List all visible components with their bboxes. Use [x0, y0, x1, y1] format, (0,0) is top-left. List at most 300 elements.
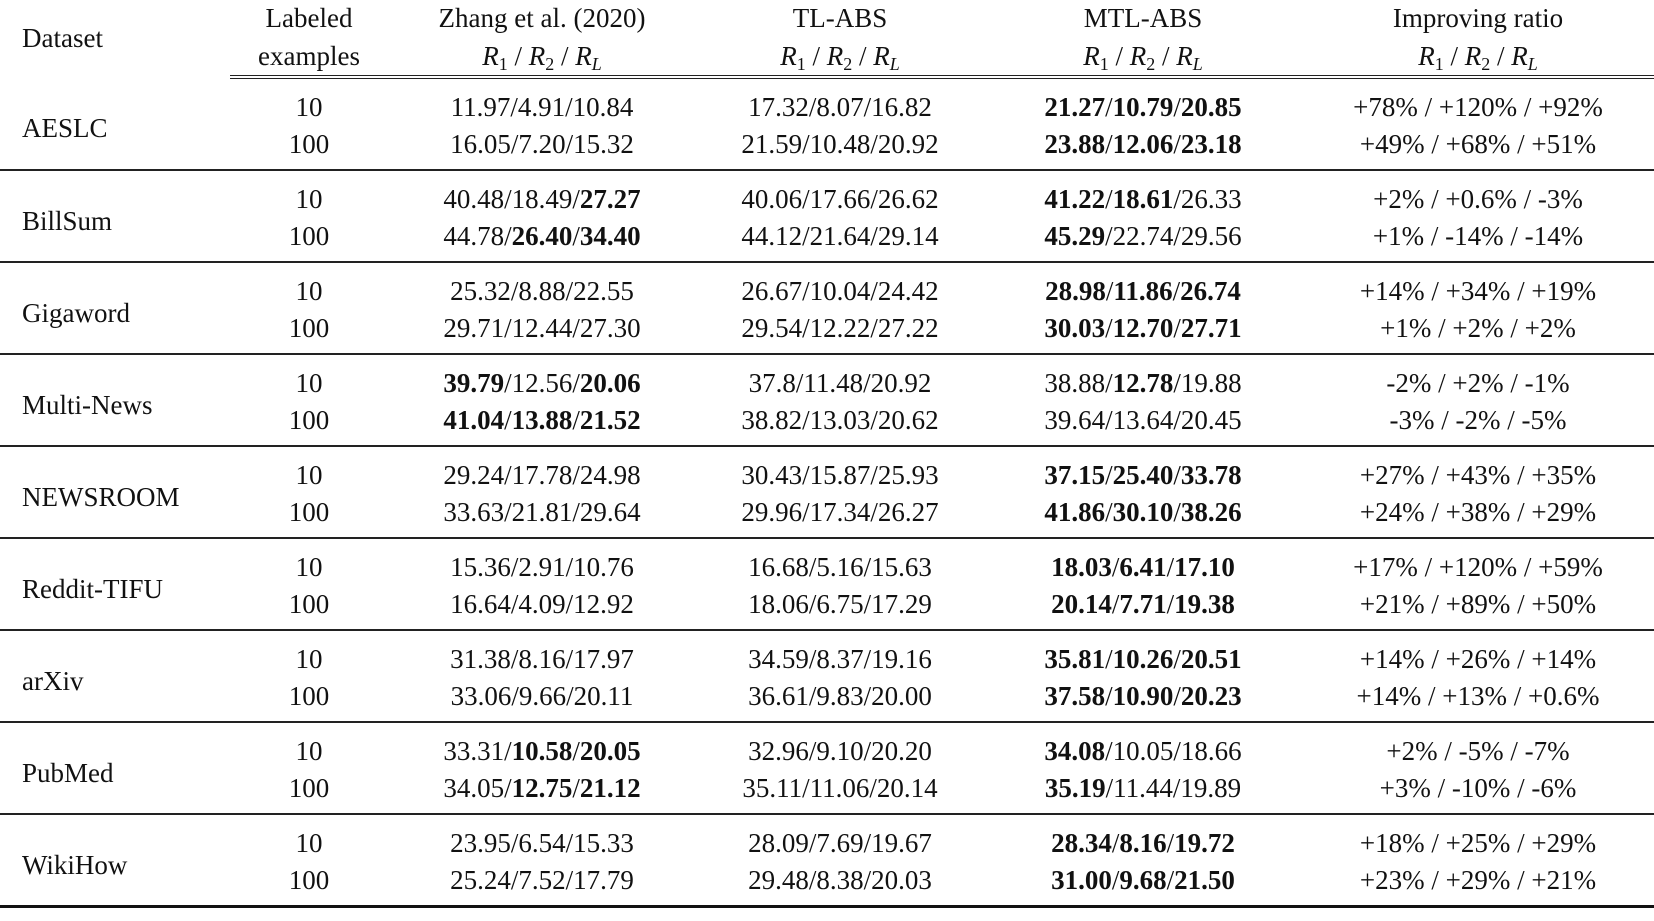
score-separator: / [1105, 773, 1114, 803]
table-row [0, 402, 1654, 446]
score-value: 15.36 [450, 552, 511, 582]
score-separator: / [863, 552, 872, 582]
score-separator: / [802, 184, 810, 214]
labeled-examples: 10 [295, 552, 323, 582]
score-separator: / [565, 129, 574, 159]
labeled-examples: 100 [288, 497, 330, 527]
table-row [0, 218, 1654, 262]
score-separator: / [1105, 405, 1113, 435]
score-value: 7.20 [518, 129, 566, 159]
score-value-bold: 23.18 [1180, 129, 1242, 159]
score-value-bold: 20.85 [1180, 92, 1242, 122]
improving-ratio: +23% / +29% / +21% [1359, 865, 1597, 895]
score-value: 25.93 [877, 460, 939, 490]
metric-r: $R_L$ [873, 40, 900, 74]
score-separator: / [1172, 773, 1181, 803]
metric-label [780, 40, 900, 74]
metric-r: $R_2$ [1129, 40, 1156, 74]
score-value: 19.88 [1180, 368, 1242, 398]
score-value-bold: 37.15 [1044, 460, 1106, 490]
dataset-group [0, 446, 1654, 538]
header-tl-abs: TL-ABS [792, 3, 888, 33]
score-value: 6.54 [518, 828, 566, 858]
score-tl-abs [696, 170, 984, 218]
score-separator: / [504, 405, 512, 435]
score-mtl-abs [984, 126, 1302, 170]
score-value: 6.75 [816, 589, 864, 619]
labeled-examples: 100 [288, 221, 330, 251]
improving-ratio: +14% / +26% / +14% [1359, 644, 1597, 674]
score-value: 29.64 [579, 497, 641, 527]
score-zhang [388, 770, 696, 814]
table-row [0, 538, 1654, 586]
score-separator: / [1172, 276, 1181, 306]
dataset-name: Multi-News [22, 389, 153, 420]
score-separator: / [1105, 276, 1114, 306]
score-value: 29.48 [748, 865, 809, 895]
score-value: 8.07 [816, 92, 864, 122]
metric-separator: / [1443, 40, 1465, 71]
score-value: 17.66 [809, 184, 871, 214]
improving-ratio: +21% / +89% / +50% [1359, 589, 1597, 619]
metric-r: $R_L$ [1176, 40, 1203, 74]
score-value-bold: 10.79 [1112, 92, 1174, 122]
score-separator: / [869, 773, 877, 803]
score-separator: / [504, 368, 512, 398]
improving-ratio: -3% / -2% / -5% [1389, 405, 1567, 435]
score-value-bold: 21.12 [579, 773, 641, 803]
score-tl-abs [696, 538, 984, 586]
score-value: 10.84 [572, 92, 634, 122]
score-zhang [388, 862, 696, 907]
score-separator: / [1105, 313, 1113, 343]
score-value: 21.64 [809, 221, 871, 251]
dataset-name: Gigaword [22, 297, 130, 328]
score-value: 17.78 [511, 460, 573, 490]
table-row [0, 446, 1654, 494]
improving-ratio: +27% / +43% / +35% [1359, 460, 1597, 490]
score-separator: / [565, 552, 574, 582]
score-value-bold: 6.41 [1119, 552, 1167, 582]
score-separator: / [1173, 313, 1181, 343]
labeled-examples: 100 [288, 589, 330, 619]
score-separator: / [572, 221, 580, 251]
score-separator: / [863, 681, 872, 711]
labeled-examples: 100 [288, 405, 330, 435]
header-labeled-line2: examples [230, 37, 388, 77]
metric-r: $R_2$ [826, 40, 853, 74]
table-row [0, 862, 1654, 907]
dataset-group [0, 77, 1654, 170]
score-value-bold: 41.04 [443, 405, 505, 435]
table-row [0, 722, 1654, 770]
score-value: 27.22 [877, 313, 939, 343]
score-value: 4.09 [518, 589, 566, 619]
score-separator: / [1105, 497, 1113, 527]
score-value-bold: 9.68 [1119, 865, 1167, 895]
score-value-bold: 21.27 [1044, 92, 1106, 122]
score-tl-abs [696, 310, 984, 354]
improving-ratio: +2% / -5% / -7% [1386, 736, 1570, 766]
score-value: 35.11 [742, 773, 803, 803]
score-zhang [388, 814, 696, 862]
score-value: 28.09 [748, 828, 809, 858]
score-separator: / [808, 828, 817, 858]
score-separator: / [572, 368, 580, 398]
score-value: 16.64 [450, 589, 511, 619]
improving-ratio: +18% / +25% / +29% [1359, 828, 1597, 858]
score-value: 29.56 [1180, 221, 1242, 251]
score-value: 16.68 [748, 552, 809, 582]
score-tl-abs [696, 402, 984, 446]
score-separator: / [863, 736, 872, 766]
score-value-bold: 34.08 [1044, 736, 1106, 766]
metric-separator: / [852, 40, 874, 71]
score-value: 2.91 [518, 552, 566, 582]
score-value: 22.55 [573, 276, 634, 306]
score-separator: / [504, 221, 512, 251]
score-separator: / [572, 497, 580, 527]
score-tl-abs [696, 862, 984, 907]
score-separator: / [802, 129, 810, 159]
score-value: 9.66 [518, 681, 567, 711]
score-value-bold: 7.71 [1119, 589, 1167, 619]
score-value: 9.83 [816, 681, 864, 711]
table-row [0, 494, 1654, 538]
score-value: 8.88 [518, 276, 566, 306]
score-mtl-abs [984, 310, 1302, 354]
header-metric-improving [1302, 37, 1654, 77]
score-zhang [388, 630, 696, 678]
score-mtl-abs [984, 770, 1302, 814]
score-value-bold: 41.22 [1044, 184, 1106, 214]
score-value: 18.06 [748, 589, 809, 619]
score-value-bold: 26.74 [1180, 276, 1241, 306]
score-value-bold: 17.10 [1174, 552, 1235, 582]
dataset-group [0, 262, 1654, 354]
score-tl-abs [696, 262, 984, 310]
score-value-bold: 31.00 [1051, 865, 1112, 895]
score-value: 26.67 [741, 276, 803, 306]
score-zhang [388, 354, 696, 402]
score-separator: / [572, 313, 580, 343]
metric-r: $R_L$ [575, 40, 602, 74]
score-separator: / [808, 552, 817, 582]
labeled-examples: 100 [288, 129, 330, 159]
score-value: 36.61 [748, 681, 809, 711]
score-separator: / [565, 92, 573, 122]
metric-r: $R_2$ [1464, 40, 1491, 74]
dataset-group [0, 170, 1654, 262]
table-row [0, 354, 1654, 402]
score-separator: / [510, 828, 519, 858]
score-mtl-abs [984, 862, 1302, 907]
score-tl-abs [696, 630, 984, 678]
score-separator: / [504, 460, 512, 490]
score-separator: / [1105, 460, 1113, 490]
score-value: 21.59 [741, 129, 803, 159]
score-value: 15.87 [809, 460, 871, 490]
score-mtl-abs [984, 354, 1302, 402]
score-zhang [388, 126, 696, 170]
improving-ratio: +78% / +120% / +92% [1353, 92, 1603, 122]
score-separator: / [802, 313, 810, 343]
score-value: 22.74 [1112, 221, 1174, 251]
score-value-bold: 10.90 [1112, 681, 1174, 711]
table-header [0, 0, 1654, 77]
dataset-name: arXiv [22, 665, 84, 696]
score-value: 19.67 [871, 828, 932, 858]
score-value: 17.79 [573, 865, 634, 895]
score-value-bold: 45.29 [1044, 221, 1106, 251]
dataset-group [0, 538, 1654, 630]
labeled-examples: 100 [288, 681, 330, 711]
score-value: 10.48 [809, 129, 871, 159]
header-mtl-abs: MTL-ABS [1083, 3, 1203, 33]
score-value: 30.43 [741, 460, 803, 490]
score-zhang [388, 446, 696, 494]
score-mtl-abs [984, 538, 1302, 586]
score-value: 20.03 [871, 865, 932, 895]
score-value: 4.91 [517, 92, 566, 122]
dataset-name: AESLC [22, 112, 108, 143]
score-value: 34.59 [748, 644, 809, 674]
dataset-group [0, 814, 1654, 907]
score-value-bold: 19.72 [1174, 828, 1235, 858]
score-value: 20.14 [876, 773, 938, 803]
score-value-bold: 12.06 [1112, 129, 1174, 159]
score-value-bold: 8.16 [1119, 828, 1167, 858]
score-value: 32.96 [748, 736, 809, 766]
score-value: 18.49 [511, 184, 573, 214]
score-separator: / [870, 184, 878, 214]
score-separator: / [572, 460, 580, 490]
score-mtl-abs [984, 722, 1302, 770]
score-separator: / [510, 129, 519, 159]
score-value-bold: 41.86 [1044, 497, 1106, 527]
score-value: 33.31 [443, 736, 505, 766]
improving-ratio: +14% / +13% / +0.6% [1356, 681, 1600, 711]
score-separator: / [566, 681, 574, 711]
score-zhang [388, 494, 696, 538]
table-row [0, 170, 1654, 218]
improving-ratio: +1% / -14% / -14% [1372, 221, 1584, 251]
header-labeled-line1: Labeled [265, 3, 353, 33]
score-separator: / [504, 184, 512, 214]
score-separator: / [808, 736, 817, 766]
score-separator: / [863, 589, 872, 619]
improving-ratio: +3% / -10% / -6% [1379, 773, 1577, 803]
labeled-examples: 10 [295, 92, 323, 122]
dataset-group [0, 722, 1654, 814]
score-value: 8.37 [816, 644, 864, 674]
score-mtl-abs [984, 586, 1302, 630]
score-separator: / [1111, 552, 1120, 582]
improving-ratio: +1% / +2% / +2% [1380, 313, 1576, 343]
score-value: 23.95 [450, 828, 511, 858]
improving-ratio: -2% / +2% / -1% [1386, 368, 1570, 398]
labeled-examples: 10 [295, 184, 323, 214]
table-row [0, 678, 1654, 722]
score-mtl-abs [984, 814, 1302, 862]
score-value-bold: 35.19 [1044, 773, 1106, 803]
score-separator: / [510, 865, 519, 895]
score-value: 12.22 [809, 313, 871, 343]
header-metric-mtl-abs [984, 37, 1302, 77]
score-tl-abs [696, 354, 984, 402]
score-value: 8.16 [518, 644, 566, 674]
table-row [0, 630, 1654, 678]
score-value: 15.32 [573, 129, 634, 159]
score-value: 29.24 [443, 460, 505, 490]
score-value-bold: 18.61 [1112, 184, 1174, 214]
score-value: 37.8 [748, 368, 796, 398]
score-separator: / [1173, 368, 1181, 398]
header-improving-ratio: Improving ratio [1392, 3, 1564, 33]
score-value-bold: 20.06 [579, 368, 641, 398]
score-separator: / [808, 681, 817, 711]
score-zhang [388, 77, 696, 126]
score-separator: / [1173, 681, 1181, 711]
score-value: 19.89 [1180, 773, 1242, 803]
table-row [0, 310, 1654, 354]
score-value: 20.00 [871, 681, 932, 711]
score-value-bold: 20.05 [579, 736, 641, 766]
score-value-bold: 12.78 [1112, 368, 1174, 398]
table-row [0, 586, 1654, 630]
score-value-bold: 35.81 [1044, 644, 1106, 674]
score-separator: / [802, 497, 810, 527]
score-separator: / [870, 129, 878, 159]
score-separator: / [565, 828, 574, 858]
score-mtl-abs [984, 678, 1302, 722]
score-separator: / [870, 405, 878, 435]
score-separator: / [870, 276, 878, 306]
score-mtl-abs [984, 262, 1302, 310]
score-value: 10.05 [1112, 736, 1174, 766]
table-row [0, 262, 1654, 310]
dataset-name: BillSum [22, 205, 113, 236]
score-separator: / [802, 460, 810, 490]
score-separator: / [1173, 644, 1181, 674]
score-separator: / [1173, 184, 1181, 214]
header-metric-zhang [388, 37, 696, 77]
score-separator: / [1173, 736, 1181, 766]
score-separator: / [1166, 552, 1175, 582]
score-mtl-abs [984, 630, 1302, 678]
score-value-bold: 33.78 [1180, 460, 1242, 490]
score-value: 26.27 [877, 497, 939, 527]
score-mtl-abs [984, 170, 1302, 218]
score-value-bold: 20.14 [1051, 589, 1112, 619]
score-value: 17.29 [871, 589, 932, 619]
score-value-bold: 26.40 [511, 221, 573, 251]
score-separator: / [795, 368, 804, 398]
score-separator: / [510, 92, 518, 122]
score-value: 26.33 [1180, 184, 1242, 214]
labeled-examples: 100 [288, 773, 330, 803]
score-separator: / [565, 276, 574, 306]
score-value: 20.11 [573, 681, 634, 711]
metric-separator: / [805, 40, 827, 71]
score-separator: / [565, 644, 574, 674]
score-separator: / [1173, 497, 1181, 527]
score-separator: / [802, 773, 810, 803]
score-tl-abs [696, 126, 984, 170]
score-value: 17.97 [573, 644, 634, 674]
score-separator: / [808, 644, 817, 674]
score-value: 40.48 [443, 184, 505, 214]
score-value-bold: 25.40 [1112, 460, 1174, 490]
labeled-examples: 10 [295, 644, 323, 674]
score-tl-abs [696, 770, 984, 814]
score-separator: / [1105, 681, 1113, 711]
score-separator: / [1173, 460, 1181, 490]
score-separator: / [1105, 92, 1113, 122]
improving-ratio: +2% / +0.6% / -3% [1373, 184, 1583, 214]
labeled-examples: 10 [295, 276, 323, 306]
score-separator: / [565, 589, 574, 619]
score-separator: / [511, 681, 519, 711]
score-value: 27.30 [579, 313, 641, 343]
score-value: 11.48 [803, 368, 864, 398]
score-value-bold: 30.03 [1044, 313, 1106, 343]
score-mtl-abs [984, 218, 1302, 262]
score-value: 12.44 [511, 313, 573, 343]
header-metric-tl-abs [696, 37, 984, 77]
score-zhang [388, 218, 696, 262]
score-separator: / [863, 92, 872, 122]
dataset-name: Reddit-TIFU [22, 573, 163, 604]
score-zhang [388, 678, 696, 722]
score-value-bold: 39.79 [443, 368, 505, 398]
score-value: 34.05 [443, 773, 505, 803]
score-value: 16.05 [450, 129, 511, 159]
score-value-bold: 28.98 [1045, 276, 1106, 306]
score-separator: / [504, 773, 512, 803]
score-value: 7.69 [816, 828, 864, 858]
score-value: 21.81 [511, 497, 573, 527]
score-value: 5.16 [816, 552, 864, 582]
labeled-examples: 10 [295, 828, 323, 858]
score-separator: / [870, 460, 878, 490]
score-value: 24.42 [877, 276, 939, 306]
score-value: 20.20 [871, 736, 932, 766]
score-separator: / [802, 405, 810, 435]
score-value-bold: 18.03 [1051, 552, 1112, 582]
score-separator: / [1166, 865, 1175, 895]
score-value: 31.38 [450, 644, 511, 674]
score-separator: / [863, 828, 872, 858]
score-separator: / [1105, 644, 1113, 674]
dataset-name: PubMed [22, 757, 114, 788]
score-mtl-abs [984, 77, 1302, 126]
score-mtl-abs [984, 446, 1302, 494]
score-value: 10.76 [573, 552, 634, 582]
metric-r: $R_1$ [1418, 40, 1444, 74]
score-value: 11.06 [809, 773, 870, 803]
metric-separator: / [1155, 40, 1177, 71]
labeled-examples: 10 [295, 460, 323, 490]
score-value: 10.04 [809, 276, 871, 306]
metric-label [482, 40, 602, 74]
table-row [0, 126, 1654, 170]
score-value-bold: 30.10 [1112, 497, 1174, 527]
score-value: 7.52 [518, 865, 566, 895]
improving-ratio: +17% / +120% / +59% [1353, 552, 1603, 582]
metric-r: $R_1$ [482, 40, 508, 74]
score-value: 29.96 [741, 497, 803, 527]
